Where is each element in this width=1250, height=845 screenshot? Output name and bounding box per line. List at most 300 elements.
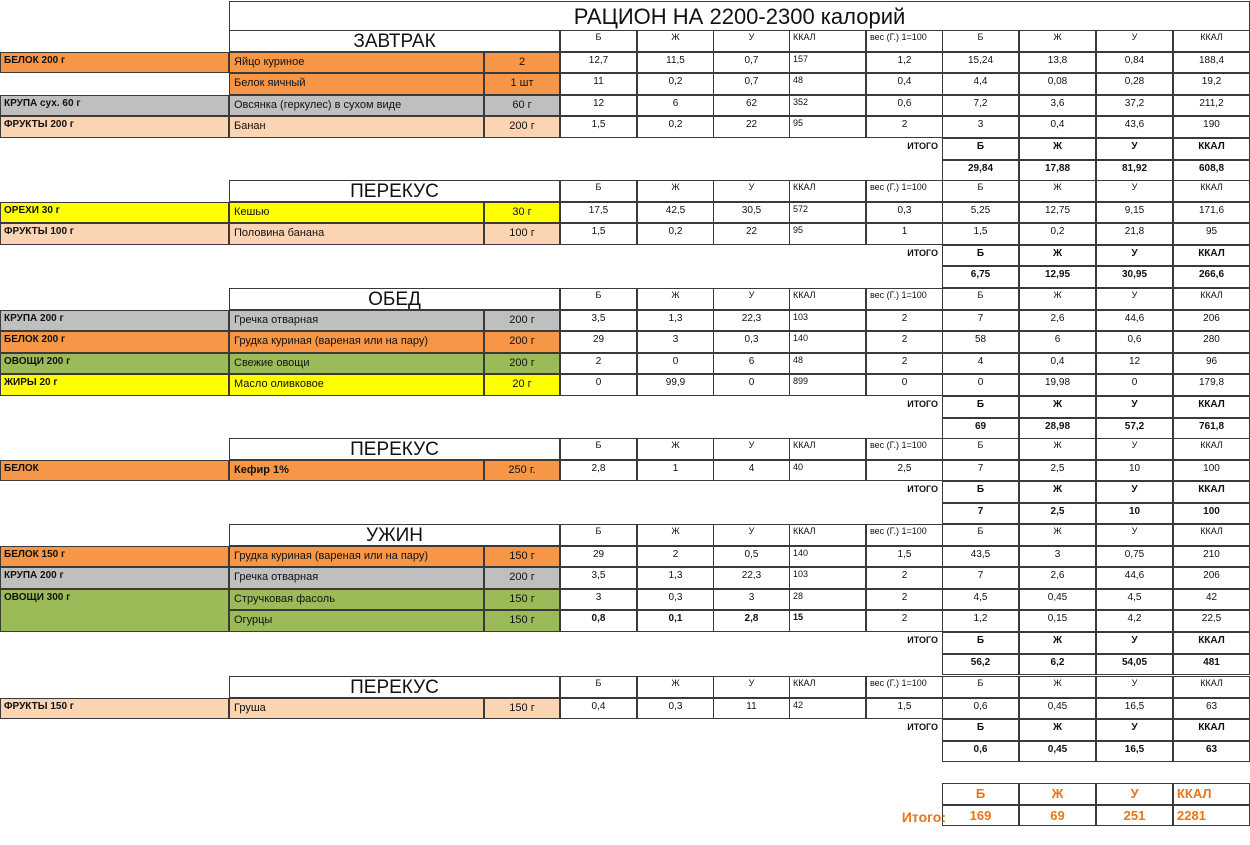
value-cell: 15,24: [942, 52, 1019, 74]
col-header: У: [713, 676, 790, 698]
value-cell: 19,2: [1173, 73, 1250, 95]
col-header: Ж: [1019, 288, 1096, 310]
col-header: ККАЛ: [1173, 438, 1250, 460]
col-header: У: [1096, 676, 1173, 698]
value-cell: 3: [637, 331, 714, 353]
value-cell: 29: [560, 546, 637, 568]
total-header: ККАЛ: [1173, 138, 1250, 160]
col-header: ККАЛ: [789, 30, 866, 52]
value-cell: 9,15: [1096, 202, 1173, 224]
value-cell: 1,2: [866, 52, 943, 74]
col-header: У: [713, 438, 790, 460]
value-cell: 103: [789, 310, 866, 332]
itogo-label: ИТОГО: [907, 399, 938, 409]
value-cell: 0,3: [637, 698, 714, 720]
col-header: У: [1096, 438, 1173, 460]
value-cell: 3,5: [560, 567, 637, 589]
value-cell: 352: [789, 95, 866, 117]
total-value: 266,6: [1173, 266, 1250, 288]
total-header: У: [1096, 245, 1173, 267]
value-cell: 42,5: [637, 202, 714, 224]
value-cell: 30,5: [713, 202, 790, 224]
total-value: 69: [942, 418, 1019, 440]
value-cell: 2,8: [713, 610, 790, 632]
value-cell: 0: [637, 353, 714, 375]
col-header: ККАЛ: [1173, 288, 1250, 310]
value-cell: 48: [789, 73, 866, 95]
col-header: Ж: [637, 30, 714, 52]
value-cell: 42: [1173, 589, 1250, 611]
value-cell: 206: [1173, 310, 1250, 332]
col-header: У: [713, 30, 790, 52]
quantity: 200 г: [484, 310, 560, 332]
quantity: 150 г: [484, 589, 560, 611]
food-name: Стручковая фасоль: [229, 589, 484, 611]
value-cell: 0,28: [1096, 73, 1173, 95]
value-cell: 2,6: [1019, 567, 1096, 589]
value-cell: 1,5: [560, 116, 637, 138]
value-cell: 22,3: [713, 310, 790, 332]
col-header: ККАЛ: [1173, 30, 1250, 52]
value-cell: 572: [789, 202, 866, 224]
value-cell: 3: [942, 116, 1019, 138]
total-header: ККАЛ: [1173, 632, 1250, 654]
value-cell: 7: [942, 310, 1019, 332]
category-cell: ФРУКТЫ 100 г: [0, 223, 229, 245]
col-header: Б: [942, 438, 1019, 460]
value-cell: 0,15: [1019, 610, 1096, 632]
value-cell: 0,4: [866, 73, 943, 95]
col-header: Б: [942, 180, 1019, 202]
value-cell: 4,5: [942, 589, 1019, 611]
value-cell: 0: [866, 374, 943, 396]
value-cell: 2: [637, 546, 714, 568]
col-header: У: [1096, 288, 1173, 310]
value-cell: 1,5: [942, 223, 1019, 245]
meal-title: УЖИН: [229, 524, 560, 546]
value-cell: 0,45: [1019, 589, 1096, 611]
value-cell: 140: [789, 546, 866, 568]
grand-total-header: У: [1096, 783, 1173, 805]
col-header: вес (Г.) 1=100: [866, 438, 943, 460]
value-cell: 0,84: [1096, 52, 1173, 74]
category-cell: ОВОЩИ 300 г: [0, 589, 229, 632]
value-cell: 1,5: [866, 546, 943, 568]
total-value: 0,45: [1019, 741, 1096, 763]
total-header: Б: [942, 632, 1019, 654]
col-header: Ж: [637, 288, 714, 310]
total-value: 2,5: [1019, 503, 1096, 525]
value-cell: 6: [713, 353, 790, 375]
total-value: 6,2: [1019, 654, 1096, 676]
value-cell: 0,2: [637, 73, 714, 95]
value-cell: 40: [789, 460, 866, 482]
value-cell: 2,8: [560, 460, 637, 482]
category-cell: КРУПА 200 г: [0, 567, 229, 589]
total-value: 29,84: [942, 160, 1019, 182]
title-cell: [229, 1, 1250, 31]
itogo-label: ИТОГО: [907, 141, 938, 151]
value-cell: 0,8: [560, 610, 637, 632]
meal-title: ПЕРЕКУС: [229, 676, 560, 698]
col-header: ККАЛ: [1173, 524, 1250, 546]
col-header: Б: [942, 288, 1019, 310]
value-cell: 6: [1019, 331, 1096, 353]
itogo-label: ИТОГО: [907, 247, 938, 258]
food-name: Огурцы: [229, 610, 484, 632]
food-name: Грудка куриная (вареная или на пару): [229, 331, 484, 353]
value-cell: 188,4: [1173, 52, 1250, 74]
category-cell: БЕЛОК: [0, 460, 229, 482]
value-cell: 100: [1173, 460, 1250, 482]
value-cell: 171,6: [1173, 202, 1250, 224]
category-cell: БЕЛОК 200 г: [0, 52, 229, 74]
category-cell: БЕЛОК 150 г: [0, 546, 229, 568]
grand-total-value: 251: [1096, 805, 1173, 827]
col-header: Ж: [1019, 180, 1096, 202]
meal-title: ОБЕД: [229, 288, 560, 310]
value-cell: 103: [789, 567, 866, 589]
value-cell: 0,7: [713, 73, 790, 95]
value-cell: 22,5: [1173, 610, 1250, 632]
value-cell: 17,5: [560, 202, 637, 224]
value-cell: 0,3: [637, 589, 714, 611]
quantity: 2: [484, 52, 560, 74]
quantity: 20 г: [484, 374, 560, 396]
value-cell: 2: [866, 331, 943, 353]
col-header: ККАЛ: [1173, 676, 1250, 698]
total-value: 63: [1173, 741, 1250, 763]
col-header: вес (Г.) 1=100: [866, 524, 943, 546]
grand-total-header: ККАЛ: [1173, 783, 1250, 805]
value-cell: 1,2: [942, 610, 1019, 632]
col-header: Б: [560, 30, 637, 52]
value-cell: 0,3: [866, 202, 943, 224]
category-cell: ОРЕХИ 30 г: [0, 202, 229, 224]
food-name: Яйцо куриное: [229, 52, 484, 74]
col-header: Б: [560, 288, 637, 310]
total-header: Б: [942, 245, 1019, 267]
col-header: У: [713, 288, 790, 310]
total-value: 56,2: [942, 654, 1019, 676]
value-cell: 95: [789, 116, 866, 138]
value-cell: 0,4: [1019, 116, 1096, 138]
value-cell: 0,3: [713, 331, 790, 353]
food-name: Масло оливковое: [229, 374, 484, 396]
food-name: Груша: [229, 698, 484, 720]
value-cell: 95: [1173, 223, 1250, 245]
total-header: Ж: [1019, 138, 1096, 160]
grand-total-value: 69: [1019, 805, 1096, 827]
total-value: 6,75: [942, 266, 1019, 288]
value-cell: 0,4: [560, 698, 637, 720]
value-cell: 0,2: [1019, 223, 1096, 245]
total-header: Ж: [1019, 396, 1096, 418]
value-cell: 140: [789, 331, 866, 353]
value-cell: 1,3: [637, 567, 714, 589]
food-name: Свежие овощи: [229, 353, 484, 375]
value-cell: 190: [1173, 116, 1250, 138]
col-header: Б: [560, 180, 637, 202]
total-header: Ж: [1019, 719, 1096, 741]
value-cell: 2,6: [1019, 310, 1096, 332]
col-header: Б: [942, 676, 1019, 698]
value-cell: 43,5: [942, 546, 1019, 568]
food-name: Половина банана: [229, 223, 484, 245]
value-cell: 1,5: [560, 223, 637, 245]
value-cell: 0: [560, 374, 637, 396]
value-cell: 63: [1173, 698, 1250, 720]
food-name: Кефир 1%: [229, 460, 484, 482]
total-value: 28,98: [1019, 418, 1096, 440]
quantity: 200 г: [484, 116, 560, 138]
value-cell: 42: [789, 698, 866, 720]
value-cell: 0: [713, 374, 790, 396]
col-header: вес (Г.) 1=100: [866, 288, 943, 310]
value-cell: 2: [560, 353, 637, 375]
value-cell: 7: [942, 567, 1019, 589]
quantity: 200 г: [484, 353, 560, 375]
quantity: 60 г: [484, 95, 560, 117]
grand-total-label: Итого:: [901, 808, 946, 825]
total-header: Б: [942, 481, 1019, 503]
food-name: Грудка куриная (вареная или на пару): [229, 546, 484, 568]
value-cell: 2: [866, 567, 943, 589]
total-value: 81,92: [1096, 160, 1173, 182]
value-cell: 0,08: [1019, 73, 1096, 95]
page-title: РАЦИОН НА 2200-2300 калорий: [573, 4, 906, 29]
category-cell: КРУПА 200 г: [0, 310, 229, 332]
total-value: 481: [1173, 654, 1250, 676]
value-cell: 99,9: [637, 374, 714, 396]
value-cell: 0,6: [866, 95, 943, 117]
category-cell: ФРУКТЫ 200 г: [0, 116, 229, 138]
value-cell: 5,25: [942, 202, 1019, 224]
col-header: Б: [560, 438, 637, 460]
value-cell: 179,8: [1173, 374, 1250, 396]
food-name: Гречка отварная: [229, 567, 484, 589]
value-cell: 0,2: [637, 223, 714, 245]
col-header: вес (Г.) 1=100: [866, 180, 943, 202]
itogo-label: ИТОГО: [907, 722, 938, 733]
col-header: У: [1096, 30, 1173, 52]
value-cell: 62: [713, 95, 790, 117]
value-cell: 58: [942, 331, 1019, 353]
meal-title: ПЕРЕКУС: [229, 180, 560, 202]
value-cell: 0,7: [713, 52, 790, 74]
total-header: Ж: [1019, 632, 1096, 654]
value-cell: 43,6: [1096, 116, 1173, 138]
category-cell: ОВОЩИ 200 г: [0, 353, 229, 375]
value-cell: 0,45: [1019, 698, 1096, 720]
col-header: Ж: [1019, 438, 1096, 460]
col-header: Б: [942, 524, 1019, 546]
col-header: У: [1096, 524, 1173, 546]
category-cell: ФРУКТЫ 150 г: [0, 698, 229, 720]
value-cell: 3,6: [1019, 95, 1096, 117]
value-cell: 11,5: [637, 52, 714, 74]
value-cell: 206: [1173, 567, 1250, 589]
value-cell: 7: [942, 460, 1019, 482]
value-cell: 899: [789, 374, 866, 396]
total-header: У: [1096, 396, 1173, 418]
total-header: Ж: [1019, 245, 1096, 267]
value-cell: 10: [1096, 460, 1173, 482]
value-cell: 15: [789, 610, 866, 632]
total-header: ККАЛ: [1173, 481, 1250, 503]
grand-total-value: 169: [942, 805, 1019, 827]
total-header: Б: [942, 138, 1019, 160]
value-cell: 1: [866, 223, 943, 245]
total-header: ККАЛ: [1173, 245, 1250, 267]
category-cell: [0, 73, 229, 95]
quantity: 150 г: [484, 610, 560, 632]
total-value: 7: [942, 503, 1019, 525]
value-cell: 0,1: [637, 610, 714, 632]
total-value: 10: [1096, 503, 1173, 525]
value-cell: 4: [942, 353, 1019, 375]
value-cell: 4,2: [1096, 610, 1173, 632]
quantity: 250 г.: [484, 460, 560, 482]
category-cell: ЖИРЫ 20 г: [0, 374, 229, 396]
value-cell: 3: [560, 589, 637, 611]
value-cell: 12,7: [560, 52, 637, 74]
value-cell: 16,5: [1096, 698, 1173, 720]
value-cell: 11: [560, 73, 637, 95]
total-value: 100: [1173, 503, 1250, 525]
col-header: Ж: [1019, 30, 1096, 52]
total-value: 761,8: [1173, 418, 1250, 440]
col-header: У: [713, 180, 790, 202]
col-header: Ж: [1019, 524, 1096, 546]
value-cell: 12,75: [1019, 202, 1096, 224]
quantity: 200 г: [484, 567, 560, 589]
total-header: ККАЛ: [1173, 396, 1250, 418]
value-cell: 2: [866, 589, 943, 611]
col-header: Б: [942, 30, 1019, 52]
col-header: вес (Г.) 1=100: [866, 676, 943, 698]
total-header: У: [1096, 138, 1173, 160]
value-cell: 0,6: [1096, 331, 1173, 353]
value-cell: 22: [713, 223, 790, 245]
col-header: Ж: [637, 438, 714, 460]
col-header: ККАЛ: [789, 438, 866, 460]
value-cell: 21,8: [1096, 223, 1173, 245]
value-cell: 22,3: [713, 567, 790, 589]
grand-total-value: 2281: [1173, 805, 1250, 827]
value-cell: 0,4: [1019, 353, 1096, 375]
value-cell: 2: [866, 116, 943, 138]
value-cell: 2: [866, 310, 943, 332]
value-cell: 4,5: [1096, 589, 1173, 611]
value-cell: 0: [942, 374, 1019, 396]
quantity: 150 г: [484, 546, 560, 568]
value-cell: 44,6: [1096, 567, 1173, 589]
meal-title: ЗАВТРАК: [229, 30, 560, 52]
col-header: Ж: [637, 524, 714, 546]
total-value: 16,5: [1096, 741, 1173, 763]
quantity: 200 г: [484, 331, 560, 353]
value-cell: 29: [560, 331, 637, 353]
col-header: ККАЛ: [789, 180, 866, 202]
food-name: Гречка отварная: [229, 310, 484, 332]
col-header: Б: [560, 524, 637, 546]
value-cell: 1: [637, 460, 714, 482]
value-cell: 13,8: [1019, 52, 1096, 74]
col-header: Б: [560, 676, 637, 698]
col-header: У: [713, 524, 790, 546]
value-cell: 22: [713, 116, 790, 138]
value-cell: 211,2: [1173, 95, 1250, 117]
total-value: 54,05: [1096, 654, 1173, 676]
food-name: Белок яичный: [229, 73, 484, 95]
value-cell: 44,6: [1096, 310, 1173, 332]
value-cell: 3: [1019, 546, 1096, 568]
category-cell: КРУПА сух. 60 г: [0, 95, 229, 117]
value-cell: 12: [1096, 353, 1173, 375]
quantity: 150 г: [484, 698, 560, 720]
value-cell: 2,5: [866, 460, 943, 482]
value-cell: 0,75: [1096, 546, 1173, 568]
total-header: Ж: [1019, 481, 1096, 503]
food-name: Кешью: [229, 202, 484, 224]
value-cell: 1,5: [866, 698, 943, 720]
total-value: 30,95: [1096, 266, 1173, 288]
col-header: ККАЛ: [1173, 180, 1250, 202]
meal-title: ПЕРЕКУС: [229, 438, 560, 460]
total-value: 17,88: [1019, 160, 1096, 182]
food-name: Банан: [229, 116, 484, 138]
value-cell: 0,6: [942, 698, 1019, 720]
value-cell: 280: [1173, 331, 1250, 353]
col-header: Ж: [637, 180, 714, 202]
value-cell: 19,98: [1019, 374, 1096, 396]
quantity: 100 г: [484, 223, 560, 245]
category-cell: БЕЛОК 200 г: [0, 331, 229, 353]
value-cell: 7,2: [942, 95, 1019, 117]
value-cell: 0,2: [637, 116, 714, 138]
food-name: Овсянка (геркулес) в сухом виде: [229, 95, 484, 117]
value-cell: 0: [1096, 374, 1173, 396]
value-cell: 2: [866, 353, 943, 375]
value-cell: 11: [713, 698, 790, 720]
quantity: 30 г: [484, 202, 560, 224]
value-cell: 157: [789, 52, 866, 74]
value-cell: 3,5: [560, 310, 637, 332]
itogo-label: ИТОГО: [907, 484, 938, 495]
value-cell: 37,2: [1096, 95, 1173, 117]
total-value: 12,95: [1019, 266, 1096, 288]
value-cell: 4,4: [942, 73, 1019, 95]
col-header: Ж: [637, 676, 714, 698]
total-header: У: [1096, 481, 1173, 503]
value-cell: 3: [713, 589, 790, 611]
value-cell: 95: [789, 223, 866, 245]
col-header: вес (Г.) 1=100: [866, 30, 943, 52]
value-cell: 28: [789, 589, 866, 611]
total-value: 57,2: [1096, 418, 1173, 440]
grand-total-header: Ж: [1019, 783, 1096, 805]
value-cell: 96: [1173, 353, 1250, 375]
col-header: У: [1096, 180, 1173, 202]
value-cell: 12: [560, 95, 637, 117]
value-cell: 2,5: [1019, 460, 1096, 482]
total-header: Б: [942, 719, 1019, 741]
total-header: У: [1096, 632, 1173, 654]
total-header: У: [1096, 719, 1173, 741]
value-cell: 1,3: [637, 310, 714, 332]
total-header: Б: [942, 396, 1019, 418]
